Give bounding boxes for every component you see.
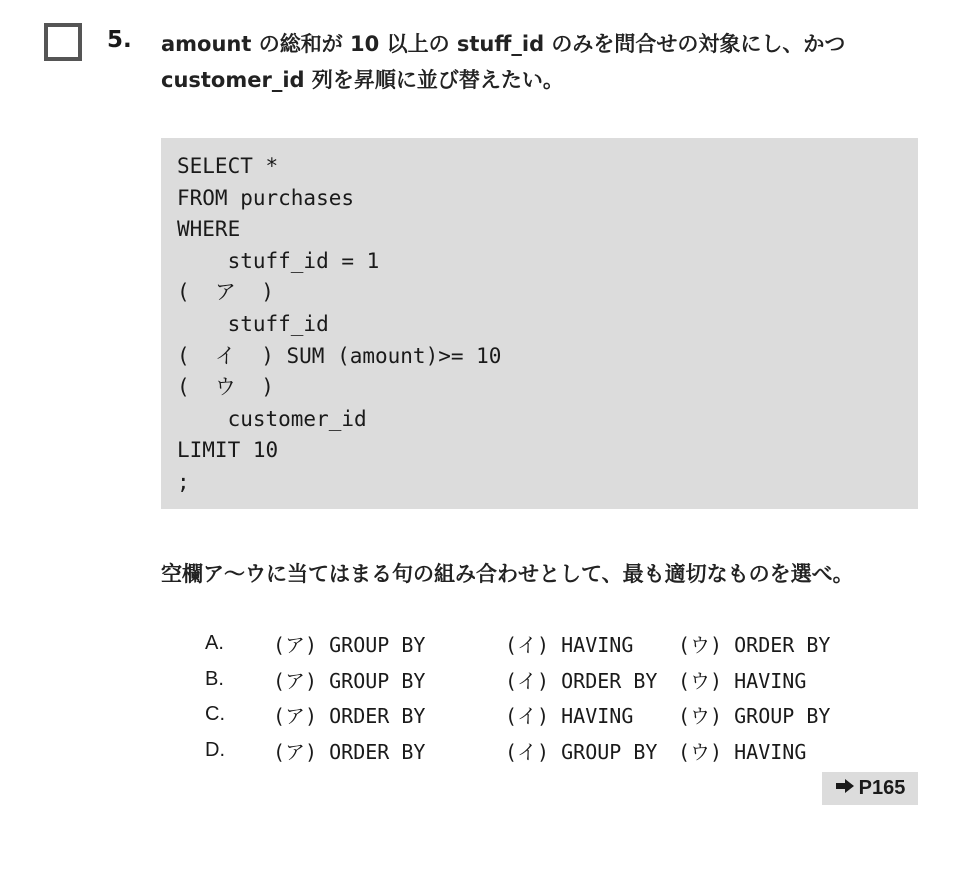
choice-letter: B. bbox=[205, 667, 224, 690]
choice-blank-u: (ウ) HAVING bbox=[678, 739, 807, 764]
choice-blank-a: (ア) ORDER BY bbox=[273, 704, 426, 729]
question-line-2: customer_id 列を昇順に並び替えたい。 bbox=[161, 68, 564, 92]
choice-blank-a: (ア) ORDER BY bbox=[273, 739, 426, 764]
choice-letter: D. bbox=[205, 738, 225, 761]
code-line: WHERE bbox=[177, 217, 241, 242]
question-line-1: amount の総和が 10 以上の stuff_id のみを問合せの対象にし、かつ bbox=[161, 32, 846, 56]
choice-blank-a: (ア) GROUP BY bbox=[273, 633, 426, 658]
arrow-right-icon bbox=[835, 777, 855, 800]
choice-blank-a: (ア) GROUP BY bbox=[273, 668, 426, 693]
choice-blank-i: (イ) HAVING bbox=[505, 704, 634, 729]
page-reference[interactable] bbox=[822, 772, 918, 805]
choice-d[interactable] bbox=[205, 733, 830, 769]
page-reference-label: P165 bbox=[858, 777, 906, 799]
code-line: customer_id bbox=[177, 406, 367, 431]
code-line: stuff_id = 1 bbox=[177, 248, 380, 273]
choice-blank-i: (イ) HAVING bbox=[505, 633, 634, 658]
choice-b[interactable] bbox=[205, 662, 830, 698]
answer-checkbox[interactable] bbox=[44, 23, 82, 61]
question-text bbox=[161, 26, 931, 98]
code-line: LIMIT 10 bbox=[177, 438, 279, 463]
choice-blank-i: (イ) GROUP BY bbox=[505, 739, 658, 764]
sql-code-block bbox=[161, 138, 918, 509]
code-line-blank-a: ( ア ) bbox=[177, 280, 274, 305]
question-number: 5. bbox=[107, 27, 132, 53]
choice-blank-u: (ウ) ORDER BY bbox=[678, 633, 831, 658]
choice-a[interactable] bbox=[205, 626, 830, 662]
choice-letter: A. bbox=[205, 632, 224, 655]
choice-c[interactable] bbox=[205, 697, 830, 733]
code-line-blank-i: ( イ ) SUM (amount)>= 10 bbox=[177, 343, 502, 368]
choice-letter: C. bbox=[205, 703, 225, 726]
code-line-blank-u: ( ウ ) bbox=[177, 375, 274, 400]
choice-blank-u: (ウ) HAVING bbox=[678, 668, 807, 693]
instruction-text: 空欄ア～ウに当てはまる句の組み合わせとして、最も適切なものを選べ。 bbox=[161, 562, 854, 586]
code-line: ; bbox=[177, 469, 190, 494]
choice-list bbox=[205, 626, 830, 768]
code-line: stuff_id bbox=[177, 311, 329, 336]
choice-blank-u: (ウ) GROUP BY bbox=[678, 704, 831, 729]
choice-blank-i: (イ) ORDER BY bbox=[505, 668, 658, 693]
code-line: SELECT * bbox=[177, 154, 279, 178]
code-line: FROM purchases bbox=[177, 185, 355, 210]
